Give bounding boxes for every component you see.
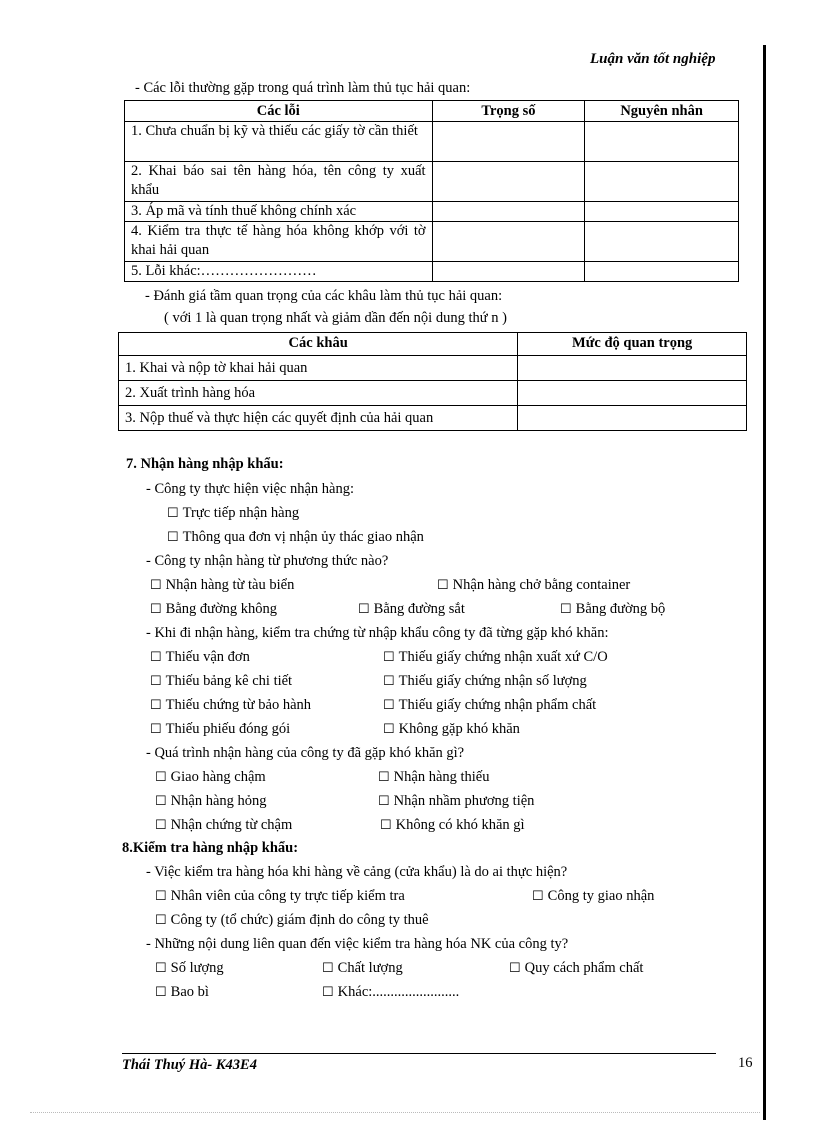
checkbox-option[interactable]: ☐ Nhân viên của công ty trực tiếp kiểm tra	[155, 888, 405, 904]
checkbox-icon[interactable]: ☐	[378, 769, 390, 784]
errors-intro: - Các lỗi thường gặp trong quá trình làm thủ tục hải quan:	[135, 80, 471, 96]
checkbox-option[interactable]: ☐ Công ty giao nhận	[532, 888, 655, 904]
checkbox-option[interactable]: ☐ Khác:........................	[322, 984, 460, 1000]
checkbox-option[interactable]: ☐ Thiếu bảng kê chi tiết	[150, 673, 293, 689]
col-header-errors: Các lỗi	[125, 101, 433, 122]
document-header-title: Luận văn tốt nghiệp	[590, 51, 716, 67]
checkbox-icon[interactable]: ☐	[150, 577, 162, 592]
checkbox-option[interactable]: ☐ Thiếu chứng từ bảo hành	[150, 697, 312, 713]
weight-cell[interactable]	[432, 202, 585, 222]
checkbox-icon[interactable]: ☐	[155, 960, 167, 975]
error-cell: 3. Áp mã và tính thuế không chính xác	[125, 202, 433, 222]
checkbox-option[interactable]: ☐ Công ty (tổ chức) giám định do công ty thuê	[155, 912, 429, 928]
checkbox-option[interactable]: ☐ Giao hàng chậm	[155, 769, 266, 785]
table-header-row	[119, 333, 747, 356]
checkbox-option[interactable]: ☐ Trực tiếp nhận hàng	[167, 505, 300, 521]
section7-q3: - Khi đi nhận hàng, kiểm tra chứng từ nhập khẩu công ty đã từng gặp khó khăn:	[146, 625, 609, 641]
checkbox-icon[interactable]: ☐	[155, 912, 167, 927]
checkbox-option[interactable]: ☐ Bằng đường không	[150, 601, 278, 617]
checkbox-icon[interactable]: ☐	[167, 505, 179, 520]
checkbox-option[interactable]: ☐ Nhận chứng từ chậm	[155, 817, 293, 833]
table-row	[125, 262, 739, 282]
stage-cell: 3. Nộp thuế và thực hiện các quyết định của hải quan	[119, 406, 518, 431]
cause-cell[interactable]	[585, 262, 739, 282]
importance-table	[118, 332, 747, 431]
checkbox-option[interactable]: ☐ Nhận hàng hỏng	[155, 793, 267, 809]
stage-cell: 1. Khai và nộp tờ khai hải quan	[119, 356, 518, 381]
section8-q1: - Việc kiểm tra hàng hóa khi hàng về cảng (cửa khẩu) là do ai thực hiện?	[146, 864, 568, 880]
checkbox-option[interactable]: ☐ Số lượng	[155, 960, 224, 976]
weight-cell[interactable]	[432, 262, 585, 282]
section7-q1: - Công ty thực hiện việc nhận hàng:	[146, 481, 354, 497]
col-header-importance: Mức độ quan trọng	[518, 333, 747, 356]
error-cell: 2. Khai báo sai tên hàng hóa, tên công ty xuất khẩu	[125, 162, 433, 202]
checkbox-option[interactable]: ☐ Thiếu giấy chứng nhận số lượng	[383, 673, 587, 689]
checkbox-icon[interactable]: ☐	[155, 817, 167, 832]
checkbox-icon[interactable]: ☐	[378, 793, 390, 808]
checkbox-icon[interactable]: ☐	[150, 601, 162, 616]
importance-intro: - Đánh giá tầm quan trọng của các khâu làm thủ tục hải quan:	[145, 288, 503, 304]
weight-cell[interactable]	[432, 162, 585, 202]
checkbox-icon[interactable]: ☐	[532, 888, 544, 903]
checkbox-icon[interactable]: ☐	[322, 960, 334, 975]
col-header-stage: Các khâu	[119, 333, 518, 356]
importance-cell[interactable]	[518, 356, 747, 381]
checkbox-icon[interactable]: ☐	[380, 817, 392, 832]
table-row	[125, 162, 739, 202]
col-header-cause: Nguyên nhân	[585, 101, 739, 122]
checkbox-icon[interactable]: ☐	[358, 601, 370, 616]
checkbox-option[interactable]: ☐ Thiếu giấy chứng nhận phẩm chất	[383, 697, 597, 713]
col-header-weight: Trọng số	[432, 101, 585, 122]
checkbox-icon[interactable]: ☐	[437, 577, 449, 592]
weight-cell[interactable]	[432, 222, 585, 262]
checkbox-icon[interactable]: ☐	[322, 984, 334, 999]
importance-cell[interactable]	[518, 381, 747, 406]
checkbox-icon[interactable]: ☐	[383, 721, 395, 736]
checkbox-option[interactable]: ☐ Thông qua đơn vị nhận ủy thác giao nhận	[167, 529, 424, 545]
cause-cell[interactable]	[585, 202, 739, 222]
section8-title: 8.Kiểm tra hàng nhập khẩu:	[122, 840, 299, 856]
checkbox-icon[interactable]: ☐	[383, 649, 395, 664]
table-row	[119, 381, 747, 406]
checkbox-icon[interactable]: ☐	[383, 673, 395, 688]
checkbox-option[interactable]: ☐ Bao bì	[155, 984, 209, 1000]
section7-q2: - Công ty nhận hàng từ phương thức nào?	[146, 553, 389, 569]
cause-cell[interactable]	[585, 222, 739, 262]
checkbox-icon[interactable]: ☐	[150, 721, 162, 736]
section7-title: 7. Nhận hàng nhập khẩu:	[126, 456, 284, 472]
checkbox-icon[interactable]: ☐	[509, 960, 521, 975]
cause-cell[interactable]	[585, 122, 739, 162]
page-border-right	[763, 45, 766, 1120]
checkbox-icon[interactable]: ☐	[150, 649, 162, 664]
cause-cell[interactable]	[585, 162, 739, 202]
errors-table	[124, 100, 739, 282]
table-row	[125, 202, 739, 222]
importance-cell[interactable]	[518, 406, 747, 431]
table-header-row	[125, 101, 739, 122]
checkbox-option[interactable]: ☐ Nhận hàng từ tàu biển	[150, 577, 295, 593]
checkbox-option[interactable]: ☐ Chất lượng	[322, 960, 403, 976]
error-cell: 1. Chưa chuẩn bị kỹ và thiếu các giấy tờ cần thiết	[125, 122, 433, 162]
error-cell: 5. Lỗi khác:……………………	[125, 262, 433, 282]
table-row	[125, 222, 739, 262]
checkbox-option[interactable]: ☐ Không gặp khó khăn	[383, 721, 520, 737]
table-row	[119, 406, 747, 431]
checkbox-option[interactable]: ☐ Thiếu vận đơn	[150, 649, 250, 665]
section8-q2: - Những nội dung liên quan đến việc kiểm tra hàng hóa NK của công ty?	[146, 936, 569, 952]
footer-author: Thái Thuý Hà- K43E4	[122, 1057, 257, 1073]
checkbox-option[interactable]: ☐ Bằng đường bộ	[560, 601, 666, 617]
checkbox-icon[interactable]: ☐	[167, 529, 179, 544]
checkbox-option[interactable]: ☐ Bằng đường sắt	[358, 601, 465, 617]
page-bottom-border	[30, 1112, 760, 1113]
section7-q4: - Quá trình nhận hàng của công ty đã gặp khó khăn gì?	[146, 745, 465, 761]
stage-cell: 2. Xuất trình hàng hóa	[119, 381, 518, 406]
importance-note: ( với 1 là quan trọng nhất và giảm dần đến nội dung thứ n )	[164, 310, 507, 326]
checkbox-icon[interactable]: ☐	[155, 888, 167, 903]
checkbox-icon[interactable]: ☐	[150, 673, 162, 688]
checkbox-icon[interactable]: ☐	[155, 984, 167, 999]
checkbox-option[interactable]: ☐ Thiếu giấy chứng nhận xuất xứ C/O	[383, 649, 608, 665]
checkbox-option[interactable]: ☐ Nhận hàng thiếu	[378, 769, 490, 785]
checkbox-icon[interactable]: ☐	[155, 769, 167, 784]
checkbox-icon[interactable]: ☐	[560, 601, 572, 616]
page-number: 16	[738, 1055, 753, 1071]
weight-cell[interactable]	[432, 122, 585, 162]
checkbox-icon[interactable]: ☐	[155, 793, 167, 808]
table-row	[119, 356, 747, 381]
footer-divider	[122, 1053, 716, 1054]
checkbox-option[interactable]: ☐ Không có khó khăn gì	[380, 817, 525, 833]
checkbox-icon[interactable]: ☐	[150, 697, 162, 712]
error-cell: 4. Kiểm tra thực tế hàng hóa không khớp với tờ khai hải quan	[125, 222, 433, 262]
checkbox-option[interactable]: ☐ Nhận hàng chở bằng container	[437, 577, 631, 593]
checkbox-icon[interactable]: ☐	[383, 697, 395, 712]
checkbox-option[interactable]: ☐ Nhận nhầm phương tiện	[378, 793, 535, 809]
checkbox-option[interactable]: ☐ Thiếu phiếu đóng gói	[150, 721, 291, 737]
checkbox-option[interactable]: ☐ Quy cách phẩm chất	[509, 960, 644, 976]
table-row	[125, 122, 739, 162]
